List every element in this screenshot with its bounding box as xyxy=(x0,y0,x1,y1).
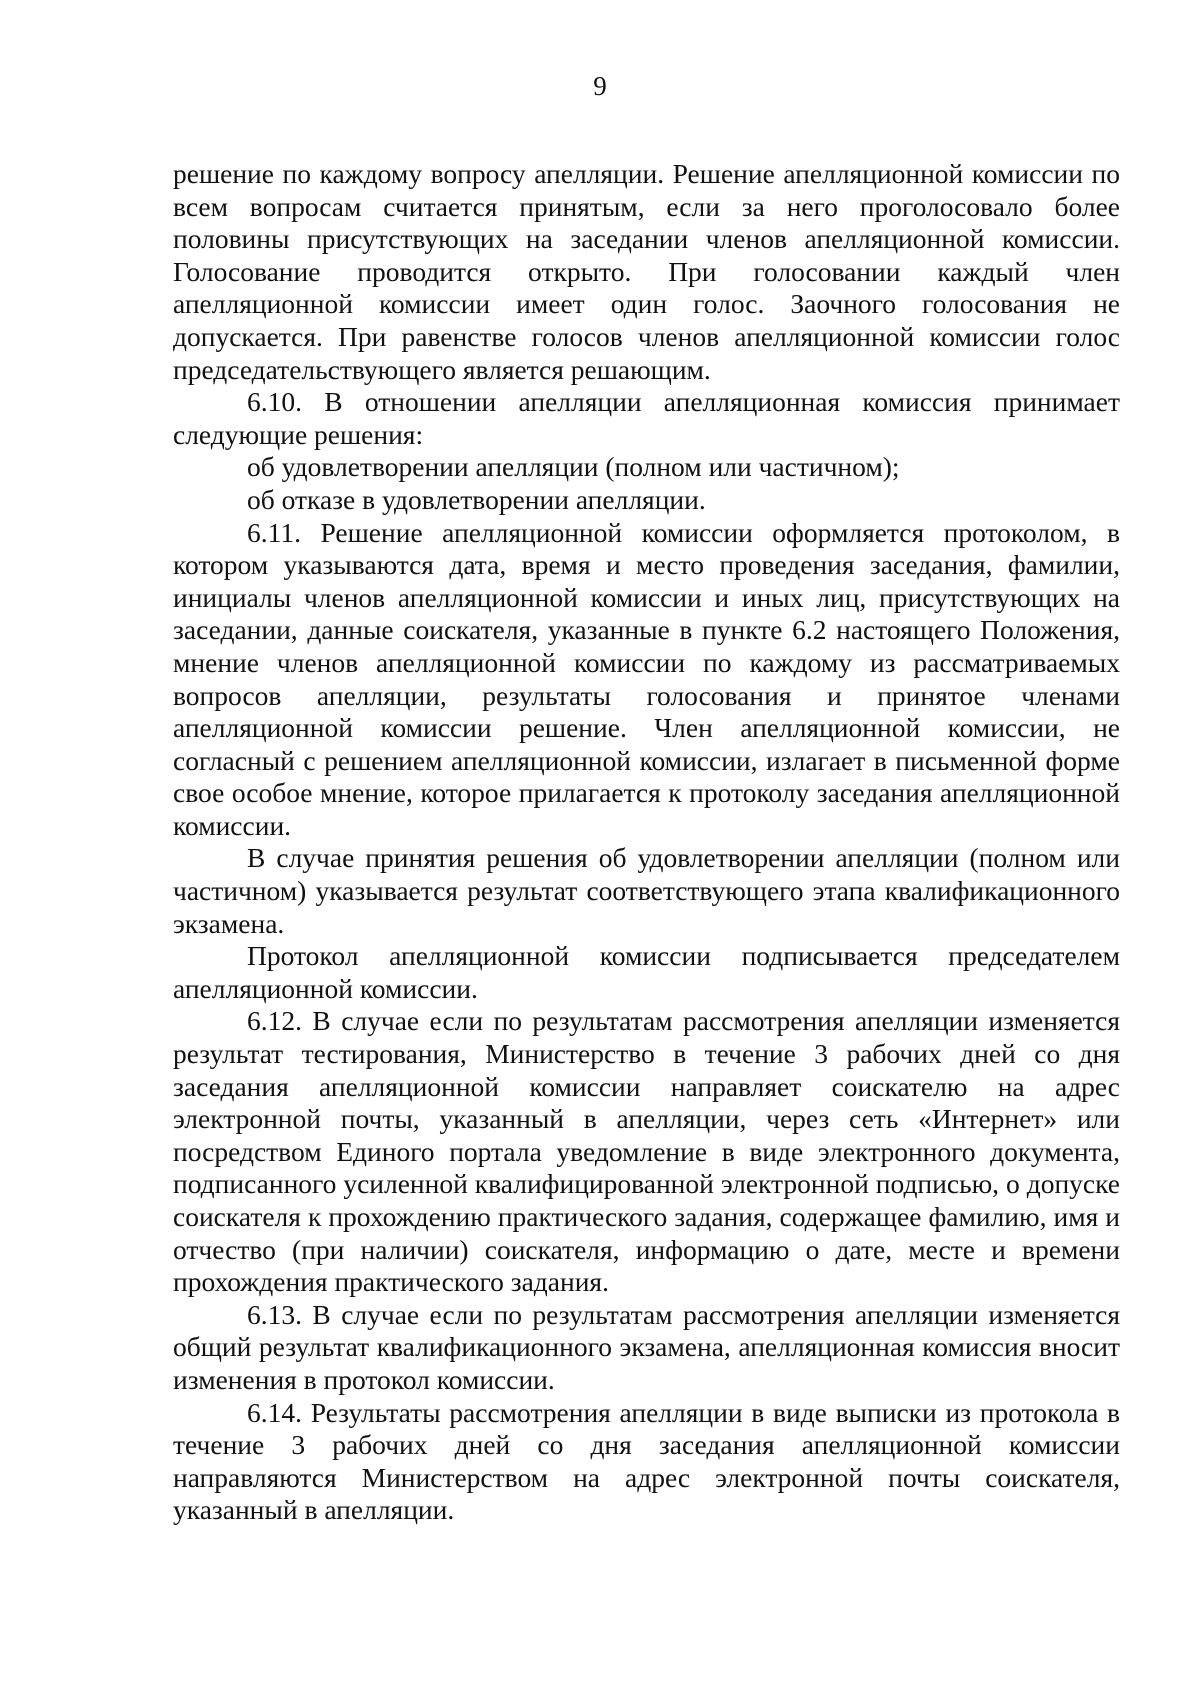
paragraph-6-10: 6.10. В отношении апелляции апелляционная комиссия принимает следующие решения: xyxy=(173,386,1120,450)
paragraph-6-12: 6.12. В случае если по результатам рассмотрения апелляции изменяется результат тестирования, Министерство в течение 3 рабочих дней со дня заседания апелляционной комиссии направляет соискателю на адрес электронной почты, указанный в апелляции, через сеть «Интернет» или посредством Единого портала уведомление в виде электронного документа, подписанного усиленной квалифицированной электронной подписью, о допуске соискателя к прохождению практического задания, содержащее фамилию, имя и отчество (при наличии) соискателя, информацию о дате, месте и времени прохождения практического задания. xyxy=(173,1005,1120,1298)
paragraph-6-13: 6.13. В случае если по результатам рассмотрения апелляции изменяется общий результат квалификационного экзамена, апелляционная комиссия вносит изменения в протокол комиссии. xyxy=(173,1298,1120,1395)
paragraph-6-14: 6.14. Результаты рассмотрения апелляции в виде выписки из протокола в течение 3 рабочих дней со дня заседания апелляционной комиссии направляются Министерством на адрес электронной почты соискателя, указанный в апелляции. xyxy=(173,1396,1120,1526)
paragraph-6-11: 6.11. Решение апелляционной комиссии оформляется протоколом, в котором указываются дата, время и место проведения заседания, фамилии, инициалы членов апелляционной комиссии и иных лиц, присутствующих на заседании, данные соискателя, указанные в пункте 6.2 настоящего Положения, мнение членов апелляционной комиссии по каждому из рассматриваемых вопросов апелляции, результаты голосования и принятое членами апелляционной комиссии решение. Член апелляционной комиссии, не согласный с решением апелляционной комиссии, излагает в письменной форме свое особое мнение, которое прилагается к протоколу заседания апелляционной комиссии. xyxy=(173,516,1120,841)
paragraph-protocol-signing: Протокол апелляционной комиссии подписывается председателем апелляционной комиссии. xyxy=(173,940,1120,1004)
paragraph-decision-refuse: об отказе в удовлетворении апелляции. xyxy=(247,483,706,515)
paragraph-voting-procedure: решение по каждому вопросу апелляции. Решение апелляционной комиссии по всем вопросам считается принятым, если за него проголосовало более половины присутствующих на заседании членов апелляционной комиссии. Голосование проводится открыто. При голосовании каждый член апелляционной комиссии имеет один голос. Заочного голосования не допускается. При равенстве голосов членов апелляционной комиссии голос председательствующего является решающим. xyxy=(173,158,1120,385)
paragraph-decision-satisfy: об удовлетворении апелляции (полном или частичном); xyxy=(247,451,900,483)
paragraph-satisfaction-result: В случае принятия решения об удовлетворении апелляции (полном или частичном) указывается результат соответствующего этапа квалификационного экзамена. xyxy=(173,842,1120,939)
page-number: 9 xyxy=(593,71,607,101)
document-body xyxy=(173,158,1120,1527)
